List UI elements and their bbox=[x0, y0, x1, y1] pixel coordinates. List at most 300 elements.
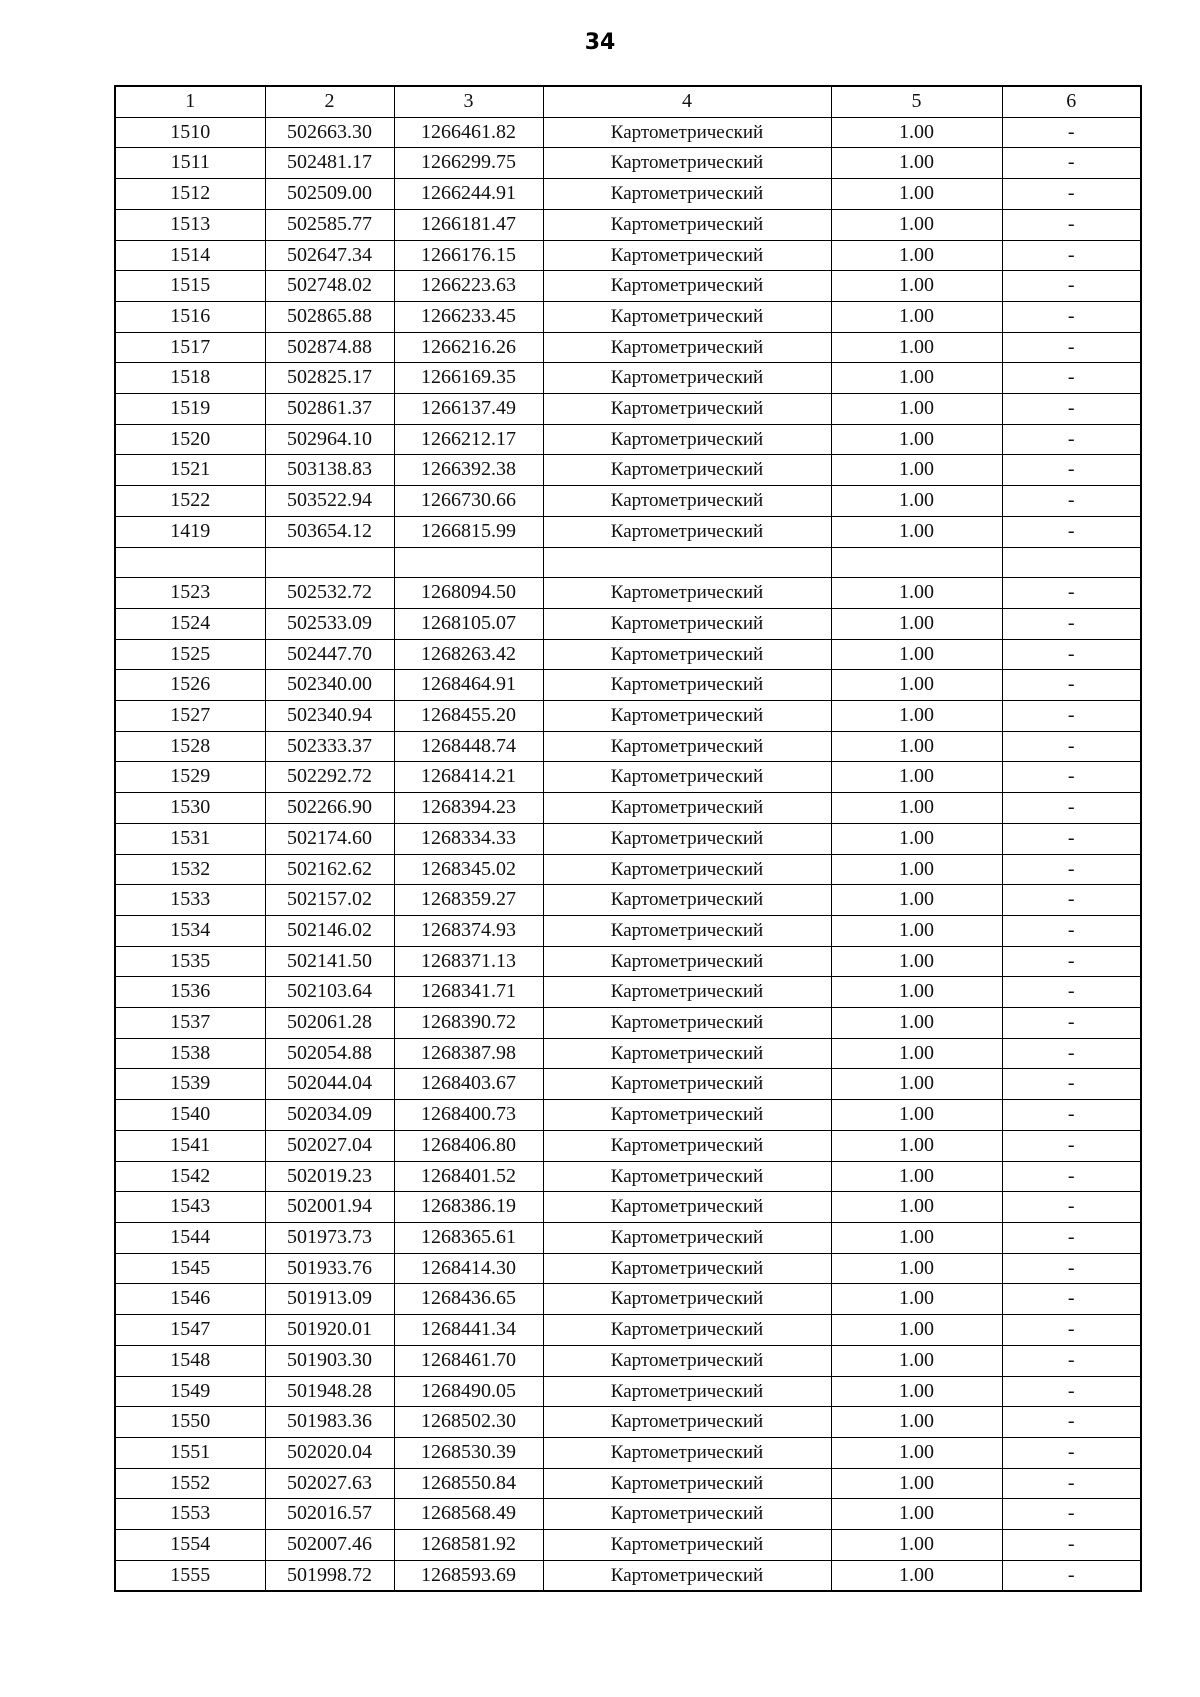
note-cell: - bbox=[1002, 1253, 1141, 1284]
table-row bbox=[115, 1437, 1141, 1468]
y-coordinate-cell: 1268464.91 bbox=[394, 670, 543, 701]
table-row bbox=[115, 1069, 1141, 1100]
note-cell: - bbox=[1002, 516, 1141, 547]
column-header-6: 6 bbox=[1002, 86, 1141, 117]
y-coordinate-cell: 1268094.50 bbox=[394, 578, 543, 609]
accuracy-cell: 1.00 bbox=[831, 1038, 1002, 1069]
x-coordinate-cell: 502292.72 bbox=[265, 762, 394, 793]
method-cell: Картометрический bbox=[543, 424, 831, 455]
y-coordinate-cell: 1268414.30 bbox=[394, 1253, 543, 1284]
note-cell: - bbox=[1002, 455, 1141, 486]
y-coordinate-cell: 1268400.73 bbox=[394, 1100, 543, 1131]
note-cell: - bbox=[1002, 117, 1141, 148]
method-cell: Картометрический bbox=[543, 332, 831, 363]
page-number: 34 bbox=[584, 30, 616, 55]
method-cell: Картометрический bbox=[543, 885, 831, 916]
point-number-cell: 1552 bbox=[115, 1468, 265, 1499]
note-cell: - bbox=[1002, 424, 1141, 455]
column-header-4: 4 bbox=[543, 86, 831, 117]
table-row bbox=[115, 1560, 1141, 1591]
y-coordinate-cell: 1268406.80 bbox=[394, 1130, 543, 1161]
table-row bbox=[115, 1315, 1141, 1346]
method-cell: Картометрический bbox=[543, 516, 831, 547]
x-coordinate-cell: 503138.83 bbox=[265, 455, 394, 486]
point-number-cell: 1547 bbox=[115, 1315, 265, 1346]
note-cell: - bbox=[1002, 394, 1141, 425]
note-cell: - bbox=[1002, 209, 1141, 240]
y-coordinate-cell: 1268371.13 bbox=[394, 946, 543, 977]
method-cell: Картометрический bbox=[543, 271, 831, 302]
note-cell: - bbox=[1002, 1161, 1141, 1192]
accuracy-cell: 1.00 bbox=[831, 240, 1002, 271]
y-coordinate-cell: 1268502.30 bbox=[394, 1407, 543, 1438]
accuracy-cell: 1.00 bbox=[831, 1284, 1002, 1315]
note-cell: - bbox=[1002, 363, 1141, 394]
y-coordinate-cell: 1266176.15 bbox=[394, 240, 543, 271]
accuracy-cell: 1.00 bbox=[831, 1315, 1002, 1346]
point-number-cell: 1533 bbox=[115, 885, 265, 916]
table-row bbox=[115, 486, 1141, 517]
method-cell: Картометрический bbox=[543, 731, 831, 762]
accuracy-cell: 1.00 bbox=[831, 209, 1002, 240]
note-cell: - bbox=[1002, 885, 1141, 916]
method-cell: Картометрический bbox=[543, 1069, 831, 1100]
method-cell: Картометрический bbox=[543, 1530, 831, 1561]
point-number-cell: 1536 bbox=[115, 977, 265, 1008]
point-number-cell: 1555 bbox=[115, 1560, 265, 1591]
method-cell: Картометрический bbox=[543, 639, 831, 670]
method-cell: Картометрический bbox=[543, 1345, 831, 1376]
accuracy-cell: 1.00 bbox=[831, 701, 1002, 732]
x-coordinate-cell: 502020.04 bbox=[265, 1437, 394, 1468]
table-row bbox=[115, 1376, 1141, 1407]
method-cell: Картометрический bbox=[543, 1130, 831, 1161]
y-coordinate-cell: 1266461.82 bbox=[394, 117, 543, 148]
table-row bbox=[115, 148, 1141, 179]
note-cell: - bbox=[1002, 1130, 1141, 1161]
method-cell: Картометрический bbox=[543, 394, 831, 425]
y-coordinate-cell: 1268394.23 bbox=[394, 793, 543, 824]
point-number-cell: 1520 bbox=[115, 424, 265, 455]
point-number-cell: 1531 bbox=[115, 823, 265, 854]
table-row bbox=[115, 1223, 1141, 1254]
note-cell: - bbox=[1002, 1376, 1141, 1407]
x-coordinate-cell: 502748.02 bbox=[265, 271, 394, 302]
note-cell: - bbox=[1002, 1008, 1141, 1039]
accuracy-cell: 1.00 bbox=[831, 1499, 1002, 1530]
column-header-2: 2 bbox=[265, 86, 394, 117]
x-coordinate-cell: 502054.88 bbox=[265, 1038, 394, 1069]
accuracy-cell: 1.00 bbox=[831, 117, 1002, 148]
table-row bbox=[115, 1008, 1141, 1039]
point-number-cell: 1543 bbox=[115, 1192, 265, 1223]
table-row bbox=[115, 1345, 1141, 1376]
point-number-cell: 1511 bbox=[115, 148, 265, 179]
accuracy-cell: 1.00 bbox=[831, 946, 1002, 977]
note-cell: - bbox=[1002, 578, 1141, 609]
note-cell: - bbox=[1002, 1069, 1141, 1100]
point-number-cell: 1514 bbox=[115, 240, 265, 271]
note-cell: - bbox=[1002, 731, 1141, 762]
method-cell: Картометрический bbox=[543, 1038, 831, 1069]
table-row bbox=[115, 762, 1141, 793]
table-row bbox=[115, 179, 1141, 210]
point-number-cell: 1546 bbox=[115, 1284, 265, 1315]
x-coordinate-cell: 502447.70 bbox=[265, 639, 394, 670]
x-coordinate-cell: 502865.88 bbox=[265, 301, 394, 332]
y-coordinate-cell: 1268387.98 bbox=[394, 1038, 543, 1069]
y-coordinate-cell: 1266299.75 bbox=[394, 148, 543, 179]
method-cell: Картометрический bbox=[543, 608, 831, 639]
y-coordinate-cell: 1266169.35 bbox=[394, 363, 543, 394]
table-row bbox=[115, 1468, 1141, 1499]
method-cell: Картометрический bbox=[543, 1376, 831, 1407]
y-coordinate-cell: 1268403.67 bbox=[394, 1069, 543, 1100]
point-number-cell: 1525 bbox=[115, 639, 265, 670]
x-coordinate-cell: 502481.17 bbox=[265, 148, 394, 179]
x-coordinate-cell: 501983.36 bbox=[265, 1407, 394, 1438]
column-header-1: 1 bbox=[115, 86, 265, 117]
point-number-cell: 1528 bbox=[115, 731, 265, 762]
table-row bbox=[115, 1161, 1141, 1192]
table-row bbox=[115, 915, 1141, 946]
table-row bbox=[115, 547, 1141, 578]
y-coordinate-cell: 1268461.70 bbox=[394, 1345, 543, 1376]
point-number-cell: 1545 bbox=[115, 1253, 265, 1284]
y-coordinate-cell: 1268401.52 bbox=[394, 1161, 543, 1192]
accuracy-cell: 1.00 bbox=[831, 332, 1002, 363]
x-coordinate-cell: 501998.72 bbox=[265, 1560, 394, 1591]
accuracy-cell: 1.00 bbox=[831, 363, 1002, 394]
note-cell: - bbox=[1002, 1192, 1141, 1223]
accuracy-cell: 1.00 bbox=[831, 670, 1002, 701]
note-cell: - bbox=[1002, 608, 1141, 639]
y-coordinate-cell: 1268414.21 bbox=[394, 762, 543, 793]
method-cell: Картометрический bbox=[543, 793, 831, 824]
accuracy-cell: 1.00 bbox=[831, 1008, 1002, 1039]
note-cell: - bbox=[1002, 179, 1141, 210]
accuracy-cell: 1.00 bbox=[831, 854, 1002, 885]
table-row bbox=[115, 946, 1141, 977]
method-cell: Картометрический bbox=[543, 179, 831, 210]
y-coordinate-cell: 1268359.27 bbox=[394, 885, 543, 916]
y-coordinate-cell: 1268374.93 bbox=[394, 915, 543, 946]
method-cell: Картометрический bbox=[543, 946, 831, 977]
y-coordinate-cell: 1268455.20 bbox=[394, 701, 543, 732]
x-coordinate-cell: 502016.57 bbox=[265, 1499, 394, 1530]
table-row bbox=[115, 332, 1141, 363]
point-number-cell: 1534 bbox=[115, 915, 265, 946]
y-coordinate-cell bbox=[394, 547, 543, 578]
method-cell: Картометрический bbox=[543, 854, 831, 885]
accuracy-cell: 1.00 bbox=[831, 915, 1002, 946]
accuracy-cell bbox=[831, 547, 1002, 578]
note-cell: - bbox=[1002, 977, 1141, 1008]
x-coordinate-cell: 502141.50 bbox=[265, 946, 394, 977]
y-coordinate-cell: 1268448.74 bbox=[394, 731, 543, 762]
y-coordinate-cell: 1266216.26 bbox=[394, 332, 543, 363]
note-cell: - bbox=[1002, 486, 1141, 517]
table-row bbox=[115, 209, 1141, 240]
y-coordinate-cell: 1268341.71 bbox=[394, 977, 543, 1008]
accuracy-cell: 1.00 bbox=[831, 793, 1002, 824]
y-coordinate-cell: 1268490.05 bbox=[394, 1376, 543, 1407]
accuracy-cell: 1.00 bbox=[831, 1530, 1002, 1561]
accuracy-cell: 1.00 bbox=[831, 885, 1002, 916]
y-coordinate-cell: 1268263.42 bbox=[394, 639, 543, 670]
note-cell: - bbox=[1002, 1223, 1141, 1254]
point-number-cell: 1521 bbox=[115, 455, 265, 486]
accuracy-cell: 1.00 bbox=[831, 1130, 1002, 1161]
note-cell: - bbox=[1002, 148, 1141, 179]
x-coordinate-cell: 502146.02 bbox=[265, 915, 394, 946]
x-coordinate-cell: 502663.30 bbox=[265, 117, 394, 148]
point-number-cell: 1551 bbox=[115, 1437, 265, 1468]
x-coordinate-cell: 502174.60 bbox=[265, 823, 394, 854]
accuracy-cell: 1.00 bbox=[831, 762, 1002, 793]
point-number-cell: 1524 bbox=[115, 608, 265, 639]
point-number-cell: 1518 bbox=[115, 363, 265, 394]
table-row bbox=[115, 1253, 1141, 1284]
table-row bbox=[115, 271, 1141, 302]
table-row bbox=[115, 854, 1141, 885]
x-coordinate-cell: 501933.76 bbox=[265, 1253, 394, 1284]
accuracy-cell: 1.00 bbox=[831, 179, 1002, 210]
method-cell: Картометрический bbox=[543, 240, 831, 271]
note-cell: - bbox=[1002, 823, 1141, 854]
point-number-cell: 1540 bbox=[115, 1100, 265, 1131]
method-cell: Картометрический bbox=[543, 209, 831, 240]
x-coordinate-cell: 502333.37 bbox=[265, 731, 394, 762]
note-cell: - bbox=[1002, 793, 1141, 824]
note-cell: - bbox=[1002, 240, 1141, 271]
x-coordinate-cell: 502027.04 bbox=[265, 1130, 394, 1161]
note-cell: - bbox=[1002, 670, 1141, 701]
y-coordinate-cell: 1266223.63 bbox=[394, 271, 543, 302]
x-coordinate-cell: 502019.23 bbox=[265, 1161, 394, 1192]
x-coordinate-cell: 502533.09 bbox=[265, 608, 394, 639]
accuracy-cell: 1.00 bbox=[831, 516, 1002, 547]
x-coordinate-cell: 501948.28 bbox=[265, 1376, 394, 1407]
method-cell: Картометрический bbox=[543, 823, 831, 854]
accuracy-cell: 1.00 bbox=[831, 1560, 1002, 1591]
accuracy-cell: 1.00 bbox=[831, 1407, 1002, 1438]
method-cell: Картометрический bbox=[543, 1008, 831, 1039]
point-number-cell: 1550 bbox=[115, 1407, 265, 1438]
table-body bbox=[115, 117, 1141, 1591]
y-coordinate-cell: 1268345.02 bbox=[394, 854, 543, 885]
point-number-cell: 1549 bbox=[115, 1376, 265, 1407]
y-coordinate-cell: 1268581.92 bbox=[394, 1530, 543, 1561]
accuracy-cell: 1.00 bbox=[831, 1468, 1002, 1499]
y-coordinate-cell: 1266244.91 bbox=[394, 179, 543, 210]
accuracy-cell: 1.00 bbox=[831, 1069, 1002, 1100]
x-coordinate-cell: 501973.73 bbox=[265, 1223, 394, 1254]
point-number-cell: 1539 bbox=[115, 1069, 265, 1100]
method-cell: Картометрический bbox=[543, 455, 831, 486]
y-coordinate-cell: 1266392.38 bbox=[394, 455, 543, 486]
point-number-cell: 1527 bbox=[115, 701, 265, 732]
point-number-cell: 1516 bbox=[115, 301, 265, 332]
point-number-cell bbox=[115, 547, 265, 578]
note-cell: - bbox=[1002, 1499, 1141, 1530]
point-number-cell: 1419 bbox=[115, 516, 265, 547]
table-row bbox=[115, 1499, 1141, 1530]
accuracy-cell: 1.00 bbox=[831, 1253, 1002, 1284]
note-cell: - bbox=[1002, 639, 1141, 670]
table-row bbox=[115, 1407, 1141, 1438]
column-header-3: 3 bbox=[394, 86, 543, 117]
x-coordinate-cell: 502027.63 bbox=[265, 1468, 394, 1499]
note-cell: - bbox=[1002, 1345, 1141, 1376]
x-coordinate-cell: 502044.04 bbox=[265, 1069, 394, 1100]
x-coordinate-cell: 502532.72 bbox=[265, 578, 394, 609]
point-number-cell: 1515 bbox=[115, 271, 265, 302]
method-cell: Картометрический bbox=[543, 977, 831, 1008]
coordinates-table bbox=[114, 85, 1142, 1592]
note-cell: - bbox=[1002, 946, 1141, 977]
method-cell: Картометрический bbox=[543, 486, 831, 517]
x-coordinate-cell: 503654.12 bbox=[265, 516, 394, 547]
x-coordinate-cell: 502647.34 bbox=[265, 240, 394, 271]
table-row bbox=[115, 639, 1141, 670]
y-coordinate-cell: 1266137.49 bbox=[394, 394, 543, 425]
note-cell: - bbox=[1002, 301, 1141, 332]
x-coordinate-cell: 502007.46 bbox=[265, 1530, 394, 1561]
point-number-cell: 1541 bbox=[115, 1130, 265, 1161]
note-cell: - bbox=[1002, 1530, 1141, 1561]
method-cell: Картометрический bbox=[543, 301, 831, 332]
note-cell bbox=[1002, 547, 1141, 578]
table-row bbox=[115, 363, 1141, 394]
table-row bbox=[115, 731, 1141, 762]
note-cell: - bbox=[1002, 1437, 1141, 1468]
accuracy-cell: 1.00 bbox=[831, 148, 1002, 179]
point-number-cell: 1537 bbox=[115, 1008, 265, 1039]
table-row bbox=[115, 578, 1141, 609]
x-coordinate-cell bbox=[265, 547, 394, 578]
point-number-cell: 1542 bbox=[115, 1161, 265, 1192]
x-coordinate-cell: 502340.00 bbox=[265, 670, 394, 701]
table-row bbox=[115, 885, 1141, 916]
note-cell: - bbox=[1002, 1407, 1141, 1438]
x-coordinate-cell: 501913.09 bbox=[265, 1284, 394, 1315]
point-number-cell: 1535 bbox=[115, 946, 265, 977]
method-cell bbox=[543, 547, 831, 578]
point-number-cell: 1553 bbox=[115, 1499, 265, 1530]
point-number-cell: 1538 bbox=[115, 1038, 265, 1069]
y-coordinate-cell: 1268550.84 bbox=[394, 1468, 543, 1499]
accuracy-cell: 1.00 bbox=[831, 639, 1002, 670]
method-cell: Картометрический bbox=[543, 1468, 831, 1499]
x-coordinate-cell: 502034.09 bbox=[265, 1100, 394, 1131]
note-cell: - bbox=[1002, 332, 1141, 363]
method-cell: Картометрический bbox=[543, 1407, 831, 1438]
table-row bbox=[115, 670, 1141, 701]
table-row bbox=[115, 977, 1141, 1008]
accuracy-cell: 1.00 bbox=[831, 394, 1002, 425]
note-cell: - bbox=[1002, 1315, 1141, 1346]
accuracy-cell: 1.00 bbox=[831, 1100, 1002, 1131]
x-coordinate-cell: 501920.01 bbox=[265, 1315, 394, 1346]
x-coordinate-cell: 502001.94 bbox=[265, 1192, 394, 1223]
y-coordinate-cell: 1266815.99 bbox=[394, 516, 543, 547]
point-number-cell: 1513 bbox=[115, 209, 265, 240]
method-cell: Картометрический bbox=[543, 117, 831, 148]
y-coordinate-cell: 1268436.65 bbox=[394, 1284, 543, 1315]
accuracy-cell: 1.00 bbox=[831, 271, 1002, 302]
point-number-cell: 1544 bbox=[115, 1223, 265, 1254]
column-header-5: 5 bbox=[831, 86, 1002, 117]
method-cell: Картометрический bbox=[543, 1223, 831, 1254]
table-row bbox=[115, 1284, 1141, 1315]
table-row bbox=[115, 608, 1141, 639]
table-row bbox=[115, 240, 1141, 271]
table-row bbox=[115, 793, 1141, 824]
table-row bbox=[115, 1038, 1141, 1069]
y-coordinate-cell: 1268568.49 bbox=[394, 1499, 543, 1530]
accuracy-cell: 1.00 bbox=[831, 455, 1002, 486]
x-coordinate-cell: 502861.37 bbox=[265, 394, 394, 425]
method-cell: Картометрический bbox=[543, 762, 831, 793]
point-number-cell: 1529 bbox=[115, 762, 265, 793]
accuracy-cell: 1.00 bbox=[831, 1223, 1002, 1254]
table-row bbox=[115, 701, 1141, 732]
accuracy-cell: 1.00 bbox=[831, 823, 1002, 854]
x-coordinate-cell: 502162.62 bbox=[265, 854, 394, 885]
x-coordinate-cell: 501903.30 bbox=[265, 1345, 394, 1376]
y-coordinate-cell: 1268334.33 bbox=[394, 823, 543, 854]
accuracy-cell: 1.00 bbox=[831, 731, 1002, 762]
note-cell: - bbox=[1002, 854, 1141, 885]
x-coordinate-cell: 502874.88 bbox=[265, 332, 394, 363]
method-cell: Картометрический bbox=[543, 1560, 831, 1591]
method-cell: Картометрический bbox=[543, 1315, 831, 1346]
x-coordinate-cell: 502061.28 bbox=[265, 1008, 394, 1039]
y-coordinate-cell: 1268105.07 bbox=[394, 608, 543, 639]
note-cell: - bbox=[1002, 701, 1141, 732]
point-number-cell: 1512 bbox=[115, 179, 265, 210]
y-coordinate-cell: 1268365.61 bbox=[394, 1223, 543, 1254]
accuracy-cell: 1.00 bbox=[831, 608, 1002, 639]
accuracy-cell: 1.00 bbox=[831, 1345, 1002, 1376]
method-cell: Картометрический bbox=[543, 1499, 831, 1530]
point-number-cell: 1523 bbox=[115, 578, 265, 609]
table-row bbox=[115, 455, 1141, 486]
accuracy-cell: 1.00 bbox=[831, 424, 1002, 455]
method-cell: Картометрический bbox=[543, 1284, 831, 1315]
accuracy-cell: 1.00 bbox=[831, 1161, 1002, 1192]
table-row bbox=[115, 516, 1141, 547]
y-coordinate-cell: 1266181.47 bbox=[394, 209, 543, 240]
x-coordinate-cell: 502825.17 bbox=[265, 363, 394, 394]
table-row bbox=[115, 424, 1141, 455]
note-cell: - bbox=[1002, 1468, 1141, 1499]
table-row bbox=[115, 1100, 1141, 1131]
note-cell: - bbox=[1002, 1100, 1141, 1131]
note-cell: - bbox=[1002, 762, 1141, 793]
table-row bbox=[115, 394, 1141, 425]
note-cell: - bbox=[1002, 915, 1141, 946]
y-coordinate-cell: 1266233.45 bbox=[394, 301, 543, 332]
method-cell: Картометрический bbox=[543, 1100, 831, 1131]
point-number-cell: 1519 bbox=[115, 394, 265, 425]
accuracy-cell: 1.00 bbox=[831, 1376, 1002, 1407]
y-coordinate-cell: 1268441.34 bbox=[394, 1315, 543, 1346]
method-cell: Картометрический bbox=[543, 1253, 831, 1284]
x-coordinate-cell: 502585.77 bbox=[265, 209, 394, 240]
x-coordinate-cell: 502964.10 bbox=[265, 424, 394, 455]
